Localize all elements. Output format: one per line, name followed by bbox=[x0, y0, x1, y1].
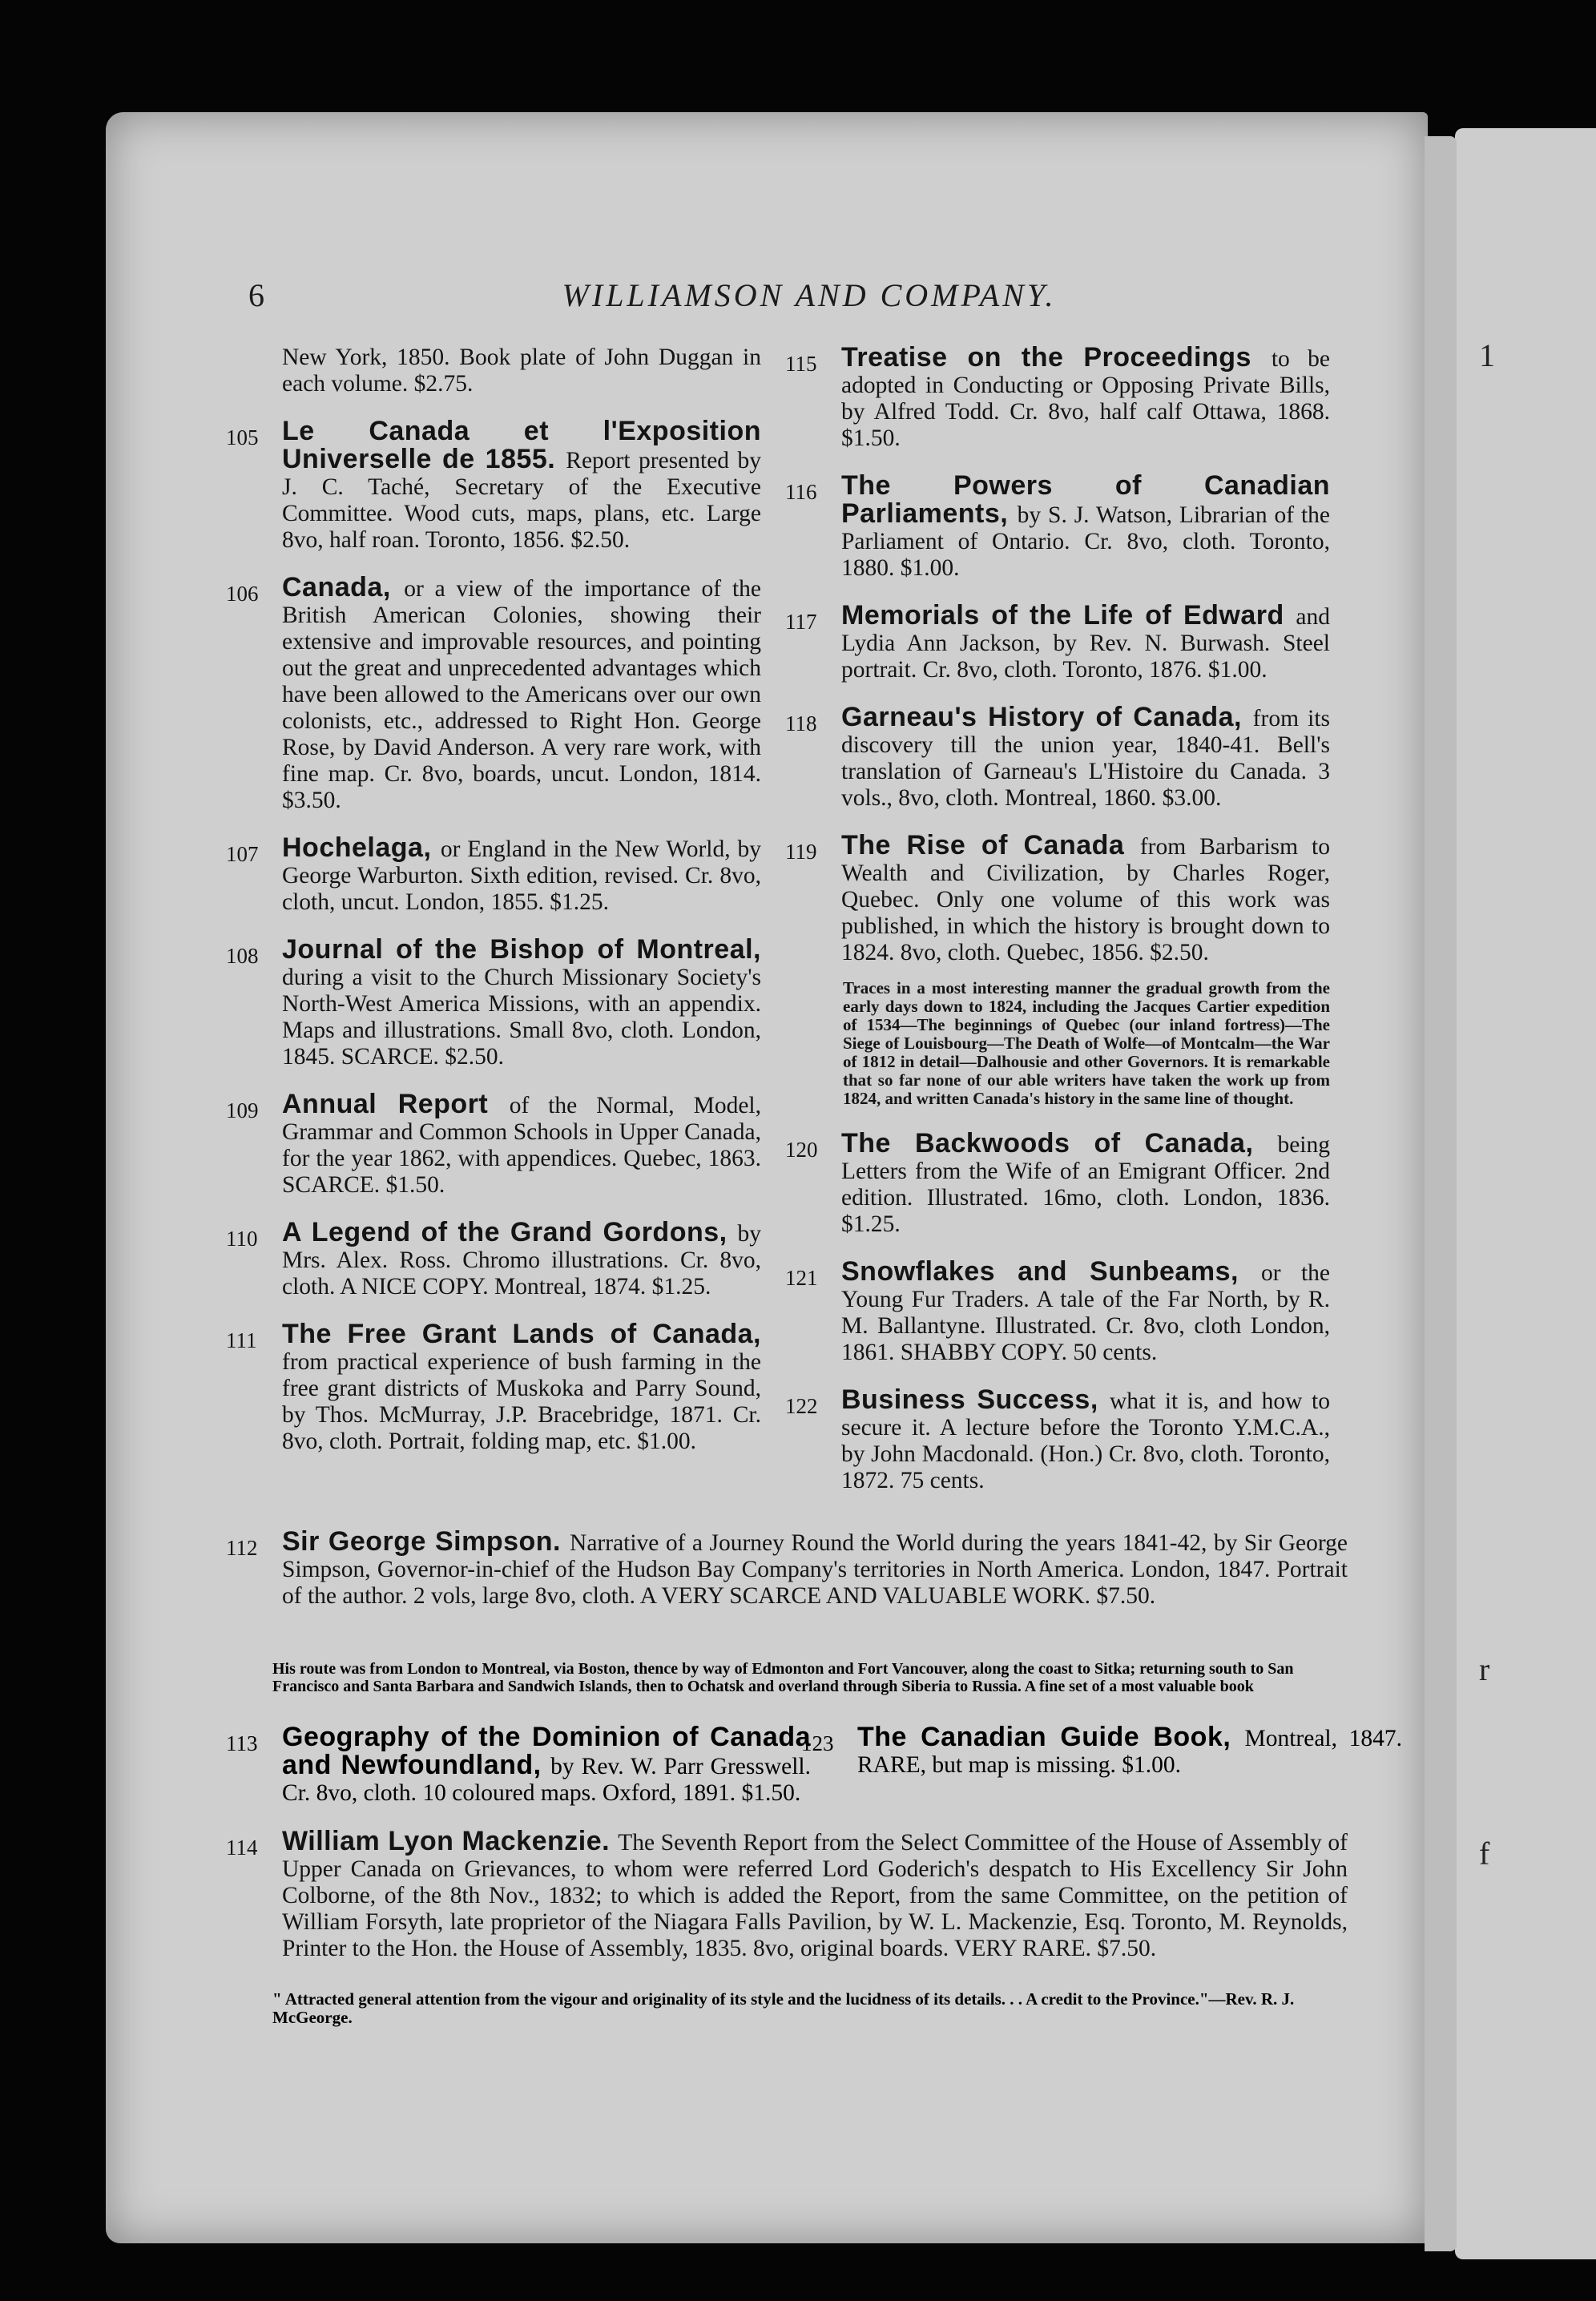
entry-body: to be adopted in Conducting or Opposing Private Bills, by Alfred Todd. Cr. 8vo, half calf Ottawa, 1868. $1.50. bbox=[841, 346, 1330, 451]
page-gutter bbox=[1425, 136, 1457, 2251]
entry-title: The Backwoods of Canada, bbox=[841, 1128, 1278, 1159]
entry-body: or the Young Fur Traders. A tale of the Far North, by R. M. Ballantyne. Illustrated. Cr. 8vo, cloth London, 1861. SHABBY COPY. 50 cents. bbox=[841, 1260, 1330, 1365]
catalogue-entry bbox=[226, 418, 761, 554]
catalogue-entry bbox=[226, 832, 761, 916]
entry-number: 118 bbox=[785, 711, 817, 735]
catalogue-entry-full-width bbox=[226, 1828, 1348, 1983]
page-header bbox=[144, 276, 1314, 324]
entry-title: Memorials of the Life of Edward bbox=[841, 600, 1296, 631]
catalogue-entry bbox=[785, 704, 1330, 812]
entry-body: being Letters from the Wife of an Emigrant Officer. 2nd edition. Illustrated. 16mo, cloth. London, 1836. $1.25. bbox=[841, 1132, 1330, 1237]
entry-title: Canada, bbox=[282, 572, 405, 602]
entry-body: Narrative of a Journey Round the World during the years 1841-42, by Sir George Simpson, Governor-in-chief of the Hudson Bay Company's territories in North America. London, 1847. Portrait of the author. 2 vols, large 8vo, cloth. A VERY SCARCE AND VALUABLE WORK. $7.50. bbox=[282, 1530, 1348, 1609]
entry-body: New York, 1850. Book plate of John Duggan in each volume. $2.75. bbox=[282, 345, 761, 397]
adjacent-page-edge bbox=[1455, 128, 1596, 2259]
entry-title: The Rise of Canada bbox=[841, 830, 1140, 860]
catalogue-entry bbox=[785, 1256, 1330, 1366]
entry-title: A Legend of the Grand Gordons, bbox=[282, 1217, 738, 1247]
entry-number: 123 bbox=[801, 1731, 834, 1755]
entry-number: 106 bbox=[226, 582, 259, 606]
entry-number: 121 bbox=[785, 1266, 818, 1290]
entry-body: or England in the New World, by George Warburton. Sixth edition, revised. Cr. 8vo, cloth, uncut. London, 1855. $1.25. bbox=[282, 836, 761, 915]
catalogue-entry bbox=[801, 1724, 1402, 1779]
adjacent-page-fragment: r bbox=[1479, 1651, 1490, 1687]
entry-number: 119 bbox=[785, 840, 817, 864]
entry-title: The Canadian Guide Book, bbox=[857, 1722, 1245, 1752]
entry-title: Le Canada et l'Exposition Universelle de 1855. bbox=[282, 416, 761, 474]
entry-number: 117 bbox=[785, 610, 817, 634]
adjacent-page-fragment: 1 bbox=[1479, 337, 1495, 373]
catalogue-entry bbox=[785, 1384, 1330, 1494]
entry-title: Hochelaga, bbox=[282, 832, 441, 863]
page-number: 6 bbox=[248, 277, 264, 313]
entry-title: Annual Report bbox=[282, 1089, 510, 1119]
entry-body: by S. J. Watson, Librarian of the Parliament of Ontario. Cr. 8vo, cloth. Toronto, 1880. $1.00. bbox=[841, 502, 1330, 581]
entry-number: 111 bbox=[226, 1328, 257, 1352]
catalogue-entry bbox=[785, 832, 1330, 966]
entry-number: 113 bbox=[226, 1731, 258, 1755]
catalogue-entry bbox=[785, 1130, 1330, 1238]
catalogue-entry bbox=[785, 342, 1330, 452]
entry-title: The Free Grant Lands of Canada, bbox=[282, 1319, 761, 1349]
entry-title: Treatise on the Proceedings bbox=[841, 342, 1272, 373]
entry-note: His route was from London to Montreal, via Boston, thence by way of Edmonton and Fort Vancouver, along the coast to Sitka; returning south to San Francisco and Santa Barbara and Sandwich Islands, then to Ochatsk and overland through Siberia to Russia. A fine set of a most valuable book bbox=[272, 1660, 1294, 1695]
catalogue-entry-full-width bbox=[226, 1526, 1348, 1630]
entry-number: 105 bbox=[226, 425, 259, 449]
entry-body: Report presented by J. C. Taché, Secretary of the Executive Committee. Wood cuts, maps, plans, etc. Large 8vo, half roan. Toronto, 1856. $2.50. bbox=[282, 448, 761, 553]
entry-title: Snowflakes and Sunbeams, bbox=[841, 1256, 1261, 1287]
entry-body: from Barbarism to Wealth and Civilization, by Charles Roger, Quebec. Only one volume of this work was published, in which the history is brought down to 1824. 8vo, cloth. Quebec, 1856. $2.50. bbox=[841, 834, 1330, 965]
entry-title: Business Success, bbox=[841, 1384, 1110, 1415]
entry-body: or a view of the importance of the British American Colonies, showing their extensive and improvable resources, and pointing out the great and unprecedented advantages which have been allowed to the Americans over our own colonists, etc., addressed to Right Hon. George Rose, by David Anderson. A very rare work, with fine map. Cr. 8vo, boards, uncut. London, 1814. $3.50. bbox=[282, 576, 761, 813]
running-head: WILLIAMSON AND COMPANY. bbox=[562, 277, 1057, 313]
catalogue-entry bbox=[226, 1321, 761, 1455]
entry-title: The Powers of Canadian Parliaments, bbox=[841, 470, 1330, 529]
catalogue-entry bbox=[226, 1724, 811, 1807]
entry-note: Traces in a most interesting manner the gradual growth from the early days down to 1824, including the Jacques Cartier expedition of 1534—The beginnings of Quebec (our inland fortress)—The Siege of Louisbourg—The Death of Wolfe—of Montcalm—the War of 1812 in detail—Dalhousie and other Governors. It is remarkable that so far none of our able writers have taken the work up from 1824, and written Canada's history in the same line of thought. bbox=[843, 978, 1330, 1108]
entry-body: by Mrs. Alex. Ross. Chromo illustrations. Cr. 8vo, cloth. A NICE COPY. Montreal, 1874. $1.25. bbox=[282, 1221, 761, 1300]
entry-title: Journal of the Bishop of Montreal, bbox=[282, 934, 761, 965]
entry-body: and Lydia Ann Jackson, by Rev. N. Burwash. Steel portrait. Cr. 8vo, cloth. Toronto, 1876. $1.00. bbox=[841, 604, 1330, 683]
entry-title: Sir George Simpson. bbox=[282, 1526, 570, 1557]
catalogue-entry bbox=[226, 1828, 1348, 1962]
entry-body: The Seventh Report from the Select Committee of the House of Assembly of Upper Canada on Grievances, to whom were referred Lord Goderich's despatch to His Excellency Sir John Colborne, of the 8th Nov., 1832; to which is added the Report, from the same Committee, on the petition of William Forsyth, late proprietor of the Niagara Falls Pavilion, by W. L. Mackenzie, Esq. Toronto, M. Reynolds, Printer to the Hon. the House of Assembly, 1835. 8vo, original boards. VERY RARE. $7.50. bbox=[282, 1830, 1348, 1961]
catalogue-entry bbox=[226, 574, 761, 814]
catalogue-entry bbox=[226, 934, 761, 1070]
entry-number: 122 bbox=[785, 1394, 818, 1418]
catalogue-entry bbox=[226, 345, 761, 397]
entry-body: what it is, and how to secure it. A lecture before the Toronto Y.M.C.A., by John Macdonald. (Hon.) Cr. 8vo, cloth. Toronto, 1872. 75 cents. bbox=[841, 1388, 1330, 1493]
entry-number: 116 bbox=[785, 480, 817, 504]
entry-number: 109 bbox=[226, 1098, 259, 1122]
entry-number: 107 bbox=[226, 842, 259, 866]
catalogue-entry bbox=[785, 602, 1330, 683]
entry-number: 120 bbox=[785, 1138, 818, 1162]
catalogue-entry bbox=[226, 1219, 761, 1300]
entry-body: by Rev. W. Parr Gresswell. Cr. 8vo, cloth. 10 coloured maps. Oxford, 1891. $1.50. bbox=[282, 1754, 811, 1806]
entry-title: Geography of the Dominion of Canada and Newfoundland, bbox=[282, 1722, 811, 1780]
entry-title: Garneau's History of Canada, bbox=[841, 702, 1253, 732]
adjacent-page-fragment: f bbox=[1479, 1836, 1490, 1872]
entry-body: from practical experience of bush farming in the free grant districts of Muskoka and Parry Sound, by Thos. McMurray, J.P. Bracebridge, 1871. Cr. 8vo, cloth. Portrait, folding map, etc. $1.00. bbox=[282, 1349, 761, 1454]
catalogue-entry bbox=[785, 470, 1330, 582]
entry-body: of the Normal, Model, Grammar and Common Schools in Upper Canada, for the year 1862, with appendices. Quebec, 1863. SCARCE. $1.50. bbox=[282, 1093, 761, 1198]
entry-number: 115 bbox=[785, 352, 817, 376]
entry-body: during a visit to the Church Missionary Society's North-West America Missions, with an appendix. Maps and illustrations. Small 8vo, cloth. London, 1845. SCARCE. $2.50. bbox=[282, 965, 761, 1070]
entry-number: 114 bbox=[226, 1836, 258, 1860]
entry-number: 108 bbox=[226, 944, 259, 968]
catalogue-entry bbox=[226, 1526, 1348, 1610]
right-column bbox=[785, 342, 1331, 1515]
entry-number: 112 bbox=[226, 1536, 258, 1560]
entry-body: from its discovery till the union year, 1840-41. Bell's translation of Garneau's L'Histoire du Canada. 3 vols., 8vo, cloth. Montreal, 1860. $3.00. bbox=[841, 706, 1331, 811]
catalogue-entry bbox=[226, 1091, 761, 1199]
left-column bbox=[226, 345, 761, 1476]
entry-title: William Lyon Mackenzie. bbox=[282, 1826, 619, 1856]
entry-number: 110 bbox=[226, 1227, 258, 1251]
entry-body: Montreal, 1847. RARE, but map is missing. $1.00. bbox=[857, 1726, 1402, 1778]
entry-note: " Attracted general attention from the vigour and originality of its style and the lucidness of its details. . . A credit to the Province."—Rev. R. J. McGeorge. bbox=[272, 1989, 1295, 2027]
